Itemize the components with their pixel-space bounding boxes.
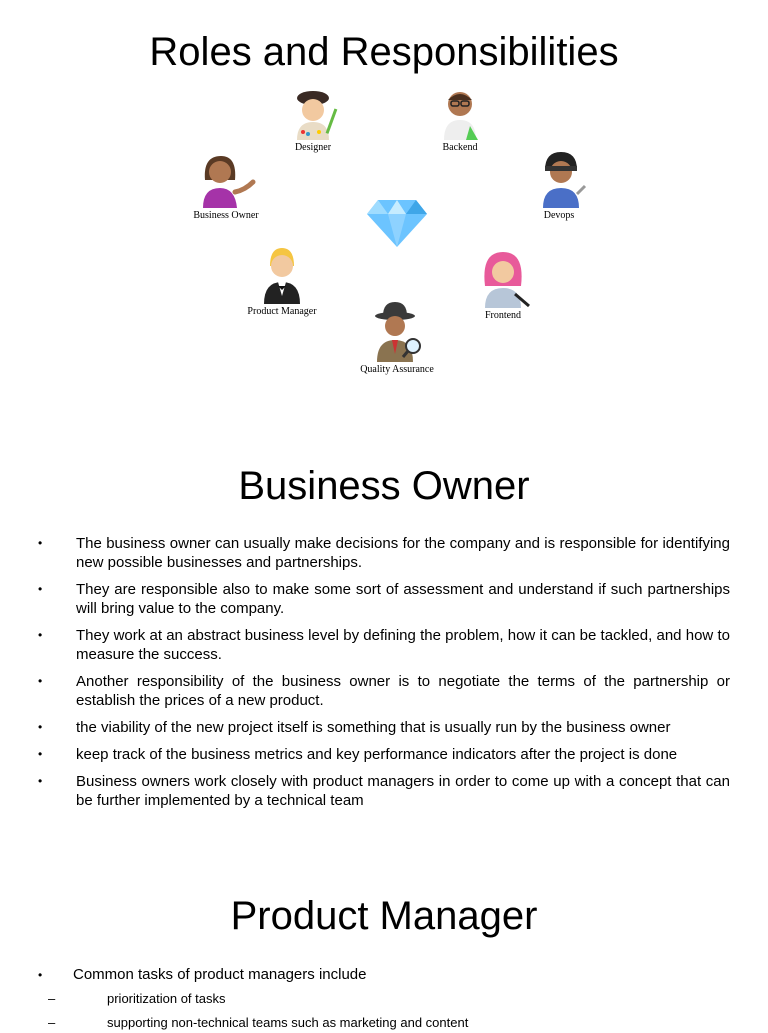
list-item: • The business owner can usually make decisions for the company and is responsible for identifying new possible businesses and partnerships. — [38, 535, 730, 571]
role-label: Designer — [294, 142, 332, 153]
designer-icon — [283, 84, 343, 140]
list-item: • keep track of the business metrics and key performance indicators after the project is done — [38, 746, 678, 763]
role-label: Product Manager — [247, 306, 317, 317]
role-label: Business Owner — [193, 210, 259, 221]
list-item: • They work at an abstract business level by defining the problem, how it can be tackled, and how to measure the success. — [38, 627, 730, 663]
role-devops — [489, 148, 629, 221]
frontend-icon — [473, 250, 533, 308]
role-label: Devops — [543, 210, 575, 221]
list-item: • Business owners work closely with product managers in order to come up with a concept that can be further implemented by a technical team — [38, 773, 730, 809]
list-subitem: – prioritization of tasks — [48, 991, 226, 1006]
list-item: • Another responsibility of the business owner is to negotiate the terms of the partnership or establish the prices of a new product. — [38, 673, 730, 709]
business-owner-heading: Business Owner — [238, 464, 530, 508]
business-owner-list — [36, 534, 730, 818]
product-manager-icon — [252, 246, 312, 304]
role-label: Backend — [442, 142, 478, 153]
role-designer — [243, 84, 383, 153]
page-title: Roles and Responsibilities — [149, 30, 619, 74]
role-backend — [390, 84, 530, 153]
product-manager-heading: Product Manager — [230, 894, 538, 938]
quality-assurance-icon — [365, 300, 429, 362]
product-manager-list — [36, 965, 730, 1033]
role-business-owner — [156, 150, 296, 221]
list-item: • They are responsible also to make some sort of assessment and understand if such partnerships will bring value to the company. — [38, 581, 730, 617]
role-label: Quality Assurance — [360, 364, 434, 375]
role-quality-assurance — [327, 300, 467, 375]
diamond-icon — [366, 198, 428, 248]
business-owner-icon — [191, 150, 261, 208]
devops-icon — [529, 148, 589, 208]
list-item: • Common tasks of product managers include — [38, 966, 367, 983]
backend-icon — [430, 84, 490, 140]
role-label: Frontend — [484, 310, 522, 321]
list-subitem: – supporting non-technical teams such as marketing and content — [48, 1015, 469, 1030]
list-item: • the viability of the new project itself is something that is usually run by the business owner — [38, 719, 671, 736]
